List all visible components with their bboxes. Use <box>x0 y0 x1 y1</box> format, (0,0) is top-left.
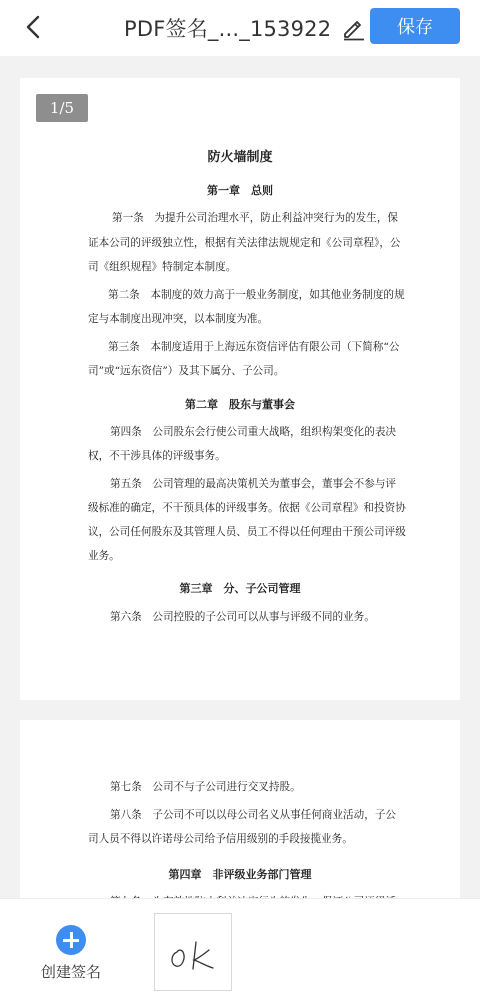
paragraph-line: 第三条 本制度适用于上海远东资信评估有限公司（下简称“公 <box>108 341 400 353</box>
paragraph-line: 第六条 公司控股的子公司可以从事与评级不同的业务。 <box>110 611 375 623</box>
paragraph-line: 权，不干涉具体的评级事务。 <box>88 450 226 462</box>
document-title: PDF签名_..._153922 <box>124 17 332 41</box>
top-bar <box>0 0 480 56</box>
chapter-heading-2: 第二章 股东与董事会 <box>185 398 295 411</box>
paragraph-line: 业务。 <box>88 550 120 562</box>
paragraph-line: 证本公司的评级独立性，根据有关法律法规规定和《公司章程》，公 <box>88 237 401 249</box>
plus-circle-icon <box>56 925 86 955</box>
chapter-heading-1: 第一章 总则 <box>207 184 273 197</box>
signature-thumbnail[interactable] <box>154 913 232 991</box>
paragraph-line: 司”或“远东资信”）及其下属分、子公司。 <box>88 365 285 377</box>
pdf-page-1 <box>20 78 460 700</box>
title-area <box>124 8 367 48</box>
chapter-heading-3: 第三章 分、子公司管理 <box>179 582 301 595</box>
save-button[interactable]: 保存 <box>370 8 460 44</box>
create-signature-label: 创建签名 <box>40 963 101 981</box>
back-arrow-icon[interactable] <box>18 10 50 44</box>
handwritten-signature <box>155 914 233 992</box>
chapter-heading-4: 第四章 非评级业务部门管理 <box>168 868 312 881</box>
paragraph-line: 级标准的确定，不干预具体的评级事务。依据《公司章程》和投资协 <box>88 502 406 514</box>
paragraph-line: 第一条 为提升公司治理水平，防止利益冲突行为的发生，保 <box>112 212 399 224</box>
paragraph-line: 司《组织规程》特制定本制度。 <box>88 261 237 273</box>
create-signature-button[interactable] <box>36 925 106 985</box>
paragraph-line: 司人员不得以许诺母公司给予信用级别的手段接揽业务。 <box>88 833 353 845</box>
pencil-edit-icon[interactable] <box>341 15 367 41</box>
paragraph-line: 第七条 公司不与子公司进行交叉持股。 <box>110 781 301 793</box>
paragraph-line: 定与本制度出现冲突，以本制度为准。 <box>88 313 269 325</box>
paragraph-line: 第四条 公司股东会行使公司重大战略，组织构架变化的表决 <box>110 426 397 438</box>
page-indicator: 1/5 <box>36 94 88 122</box>
signature-bar <box>0 898 480 1006</box>
paragraph-line: 议，公司任何股东及其管理人员、员工不得以任何理由干预公司评级 <box>88 526 406 538</box>
document-heading: 防火墙制度 <box>207 150 273 165</box>
paragraph-line: 第二条 本制度的效力高于一般业务制度，如其他业务制度的规 <box>108 289 405 301</box>
paragraph-line: 第八条 子公司不可以以母公司名义从事任何商业活动，子公 <box>110 809 397 821</box>
paragraph-line: 第五条 公司管理的最高决策机关为董事会，董事会不参与评 <box>110 478 397 490</box>
